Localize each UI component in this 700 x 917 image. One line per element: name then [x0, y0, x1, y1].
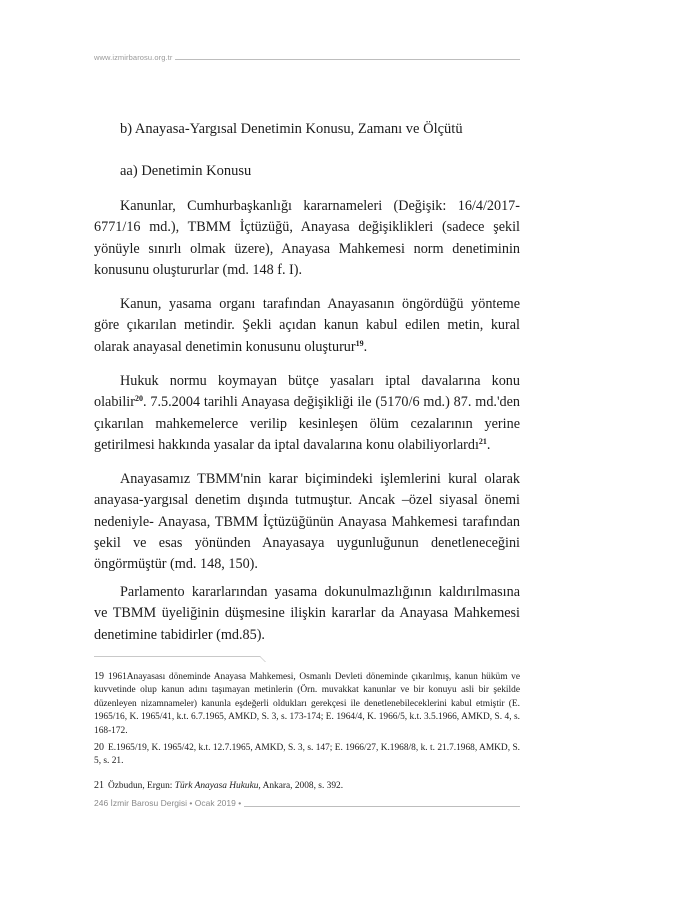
paragraph-4 [94, 469, 520, 575]
footnote-author: Özbudun, Ergun: [108, 781, 175, 791]
paragraph-3 [94, 371, 520, 456]
footnote-20 [94, 741, 520, 769]
section-heading: b) Anayasa-Yargısal Denetimin Konusu, Zamanı ve Ölçütü [120, 121, 463, 137]
footnote-text: 1961Anayasası döneminde Anayasa Mahkemesi, Osmanlı Devleti döneminde çıkarılmış, kanun hüküm ve kuvvetinde olup kanun adını taşımayan metinlerin (Örn. muvakkat kanunlar ve bir konuyu asli bir şekilde düzenleyen nizamnameler) kanunla eşdeğerli oldukları gerekçesi ile denetlenebileceklerini kabul etmiştir (E. 1965/16, K. 1965/41, k.t. 6.7.1965, AMKD, S. 3, s. 173-174; E. 1964/4, K. 1966/5, k.t. 3.5.1966, AMKD, S. 4, s. 168-172. [94, 672, 520, 736]
page-footer [94, 798, 520, 812]
paragraph-4-text: Anayasamız TBMM'nin karar biçimindeki işlemlerini kural olarak anayasa-yargısal denetim dışında tutmuştur. Ancak –özel siyasal önemi nedeniyle- Anayasa, TBMM İçtüzüğünün Anayasa Mahkemesi tarafından şekil ve esas yönünden Anayasaya uygunluğunun denetleneceğini öngörmüştür (md. 148, 150). [94, 471, 520, 573]
footnote-19 [94, 670, 520, 738]
footnote-21 [94, 779, 520, 793]
footnote-number: 19 [94, 671, 104, 682]
paragraph-5-text: Parlamento kararlarından yasama dokunulmazlığının kaldırılmasına ve TBMM üyeliğinin düşmesine ilişkin kararlar da Anayasa Mahkemesi denetimine tabidirler (md.85). [94, 584, 520, 643]
paragraph-3-end: . [486, 436, 491, 453]
footnote-number: 21 [94, 780, 104, 791]
footnote-citation-rest: , Ankara, 2008, s. 392. [258, 781, 344, 791]
paragraph-2 [94, 294, 520, 358]
paragraph-2-text: Kanun, yasama organı tarafından Anayasanın öngördüğü yönteme göre çıkarılan metindir. Şekli açıdan kanun kabul edilen metin, kural olarak anayasal denetimin konusunu oluşturur [94, 296, 520, 355]
footnote-text: E.1965/19, K. 1965/42, k.t. 12.7.1965, AMKD, S. 3, s. 147; E. 1966/27, K.1968/8, k. t. 21.7.1968, AMKD, S. 5, s. 21. [94, 743, 520, 767]
paragraph-1-text: Kanunlar, Cumhurbaşkanlığı kararnameleri (Değişik: 16/4/2017-6771/16 md.), TBMM İçtüzüğü, Anayasa değişiklikleri (sadece şekil yönüyle sınırlı olmak üzere), Anayasa Mahkemesi norm denetiminin konusunu oluştururlar (md. 148 f. I). [94, 198, 520, 278]
footnote-separator [94, 656, 264, 662]
footnote-separator-tick [251, 656, 266, 662]
footnote-number: 20 [94, 742, 104, 753]
footnote-ref-20[interactable]: 20 [134, 394, 143, 404]
footnote-ref-21[interactable]: 21 [478, 436, 487, 446]
footer-journal-info: 246 İzmir Barosu Dergisi • Ocak 2019 • [94, 798, 244, 808]
page-header [94, 53, 520, 67]
paragraph-3-text-b: . 7.5.2004 tarihli Anayasa değişikliği ile (5170/6 md.) 87. md.'den çıkarılan mahkemelerce verilip kesinleşen ölüm cezalarının yerine getirilmesi hakkında yasalar da iptal davalarına konu olabiliyorlardı [94, 394, 520, 453]
footnote-separator-line [94, 656, 254, 657]
footnote-book-title: Türk Anayasa Hukuku [174, 781, 259, 791]
paragraph-1 [94, 196, 520, 281]
paragraph-2-end: . [363, 338, 368, 355]
footnote-ref-19[interactable]: 19 [355, 338, 364, 348]
paragraph-3-text-a: Hukuk normu koymayan bütçe yasaları iptal davalarına konu olabilir [94, 373, 520, 411]
header-url: www.izmirbarosu.org.tr [94, 53, 175, 62]
subsection-heading: aa) Denetimin Konusu [120, 163, 252, 179]
paragraph-5 [94, 582, 520, 646]
